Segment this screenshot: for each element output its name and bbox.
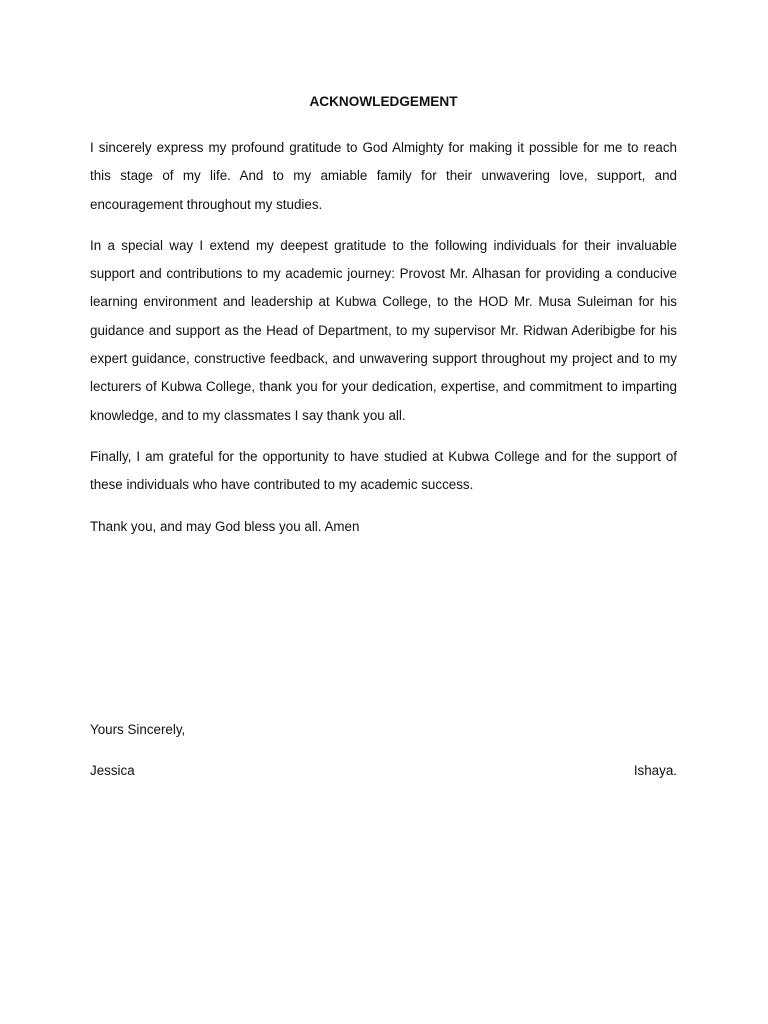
paragraph-gratitude-god-family: I sincerely express my profound gratitude to God Almighty for making it possible for me to reach this stage of my life. And to my amiable family for their unwavering love, support, and encouragement throughout my studies. [90, 140, 677, 212]
closing-salutation: Yours Sincerely, [90, 722, 186, 737]
signature-line [90, 757, 677, 785]
document-body [90, 92, 677, 541]
signature-first-name: Jessica [90, 763, 135, 778]
paragraph-gratitude-college: Finally, I am grateful for the opportunity to have studied at Kubwa College and for the support of these individuals who have contributed to my academic success. [90, 448, 677, 493]
signature-last-name: Ishaya. [633, 763, 677, 778]
page-title: ACKNOWLEDGEMENT [309, 94, 458, 109]
paragraph-gratitude-individuals: In a special way I extend my deepest gratitude to the following individuals for their invaluable support and contributions to my academic journey: Provost Mr. Alhasan for providing a conducive learning environment and leadership at Kubwa College, to the HOD Mr. Musa Suleiman for his guidance and support as the Head of Department, to my supervisor Mr. Ridwan Aderibigbe for his expert guidance, constructive feedback, and unwavering support throughout my project and to my lecturers of Kubwa College, thank you for your dedication, expertise, and commitment to imparting knowledge, and to my classmates I say thank you all. [90, 237, 677, 423]
paragraph-blessing: Thank you, and may God bless you all. Amen [90, 518, 360, 534]
